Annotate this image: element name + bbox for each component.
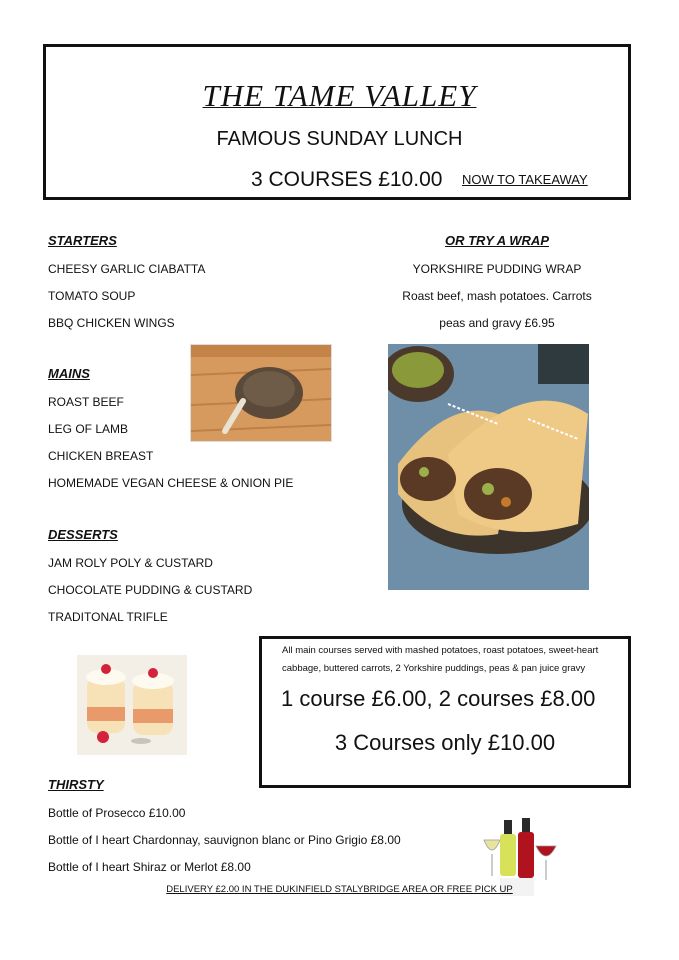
course-prices: 1 course £6.00, 2 courses £8.00: [281, 686, 596, 711]
main-item: CHICKEN BREAST: [48, 449, 154, 463]
trifle-photo: [77, 655, 187, 755]
drink-item: Bottle of I heart Shiraz or Merlot £8.00: [48, 860, 251, 874]
main-item: HOMEMADE VEGAN CHEESE & ONION PIE: [48, 476, 294, 490]
yorkshire-wrap-photo: [388, 344, 589, 590]
roast-lamb-photo: [190, 344, 332, 442]
main-item: ROAST BEEF: [48, 395, 124, 409]
sides-description: All main courses served with mashed potatoes, roast potatoes, sweet-heart cabbage, buttered carrots, 2 Yorkshire puddings, peas & pan juice gravy: [282, 645, 599, 674]
takeaway-note: NOW TO TAKEAWAY: [462, 172, 588, 187]
starter-item: BBQ CHICKEN WINGS: [48, 316, 175, 330]
desserts-heading: DESSERTS: [48, 527, 118, 542]
starters-heading: STARTERS: [48, 233, 117, 248]
wrap-name: YORKSHIRE PUDDING WRAP: [412, 262, 582, 276]
header-price: 3 COURSES £10.00: [251, 168, 443, 191]
main-item: LEG OF LAMB: [48, 422, 129, 436]
starter-item: CHEESY GARLIC CIABATTA: [48, 262, 206, 276]
drink-item: Bottle of Prosecco £10.00: [48, 806, 186, 820]
starter-item: TOMATO SOUP: [48, 289, 136, 303]
delivery-note: DELIVERY £2.00 IN THE DUKINFIELD STALYBRIDGE AREA OR FREE PICK UP: [166, 884, 513, 895]
restaurant-title: THE TAME VALLEY: [202, 78, 477, 113]
drink-item: Bottle of I heart Chardonnay, sauvignon blanc or Pino Grigio £8.00: [48, 833, 401, 847]
menu-subtitle: FAMOUS SUNDAY LUNCH: [216, 128, 463, 150]
wrap-price: peas and gravy £6.95: [439, 316, 555, 330]
dessert-item: JAM ROLY POLY & CUSTARD: [48, 556, 213, 570]
three-course-price: 3 Courses only £10.00: [334, 730, 556, 755]
dessert-item: TRADITONAL TRIFLE: [48, 610, 168, 624]
wrap-description: Roast beef, mash potatoes. Carrots: [402, 289, 592, 303]
dessert-item: CHOCOLATE PUDDING & CUSTARD: [48, 583, 253, 597]
thirsty-heading: THIRSTY: [48, 777, 104, 792]
mains-heading: MAINS: [48, 366, 90, 381]
wrap-heading: OR TRY A WRAP: [444, 233, 549, 248]
